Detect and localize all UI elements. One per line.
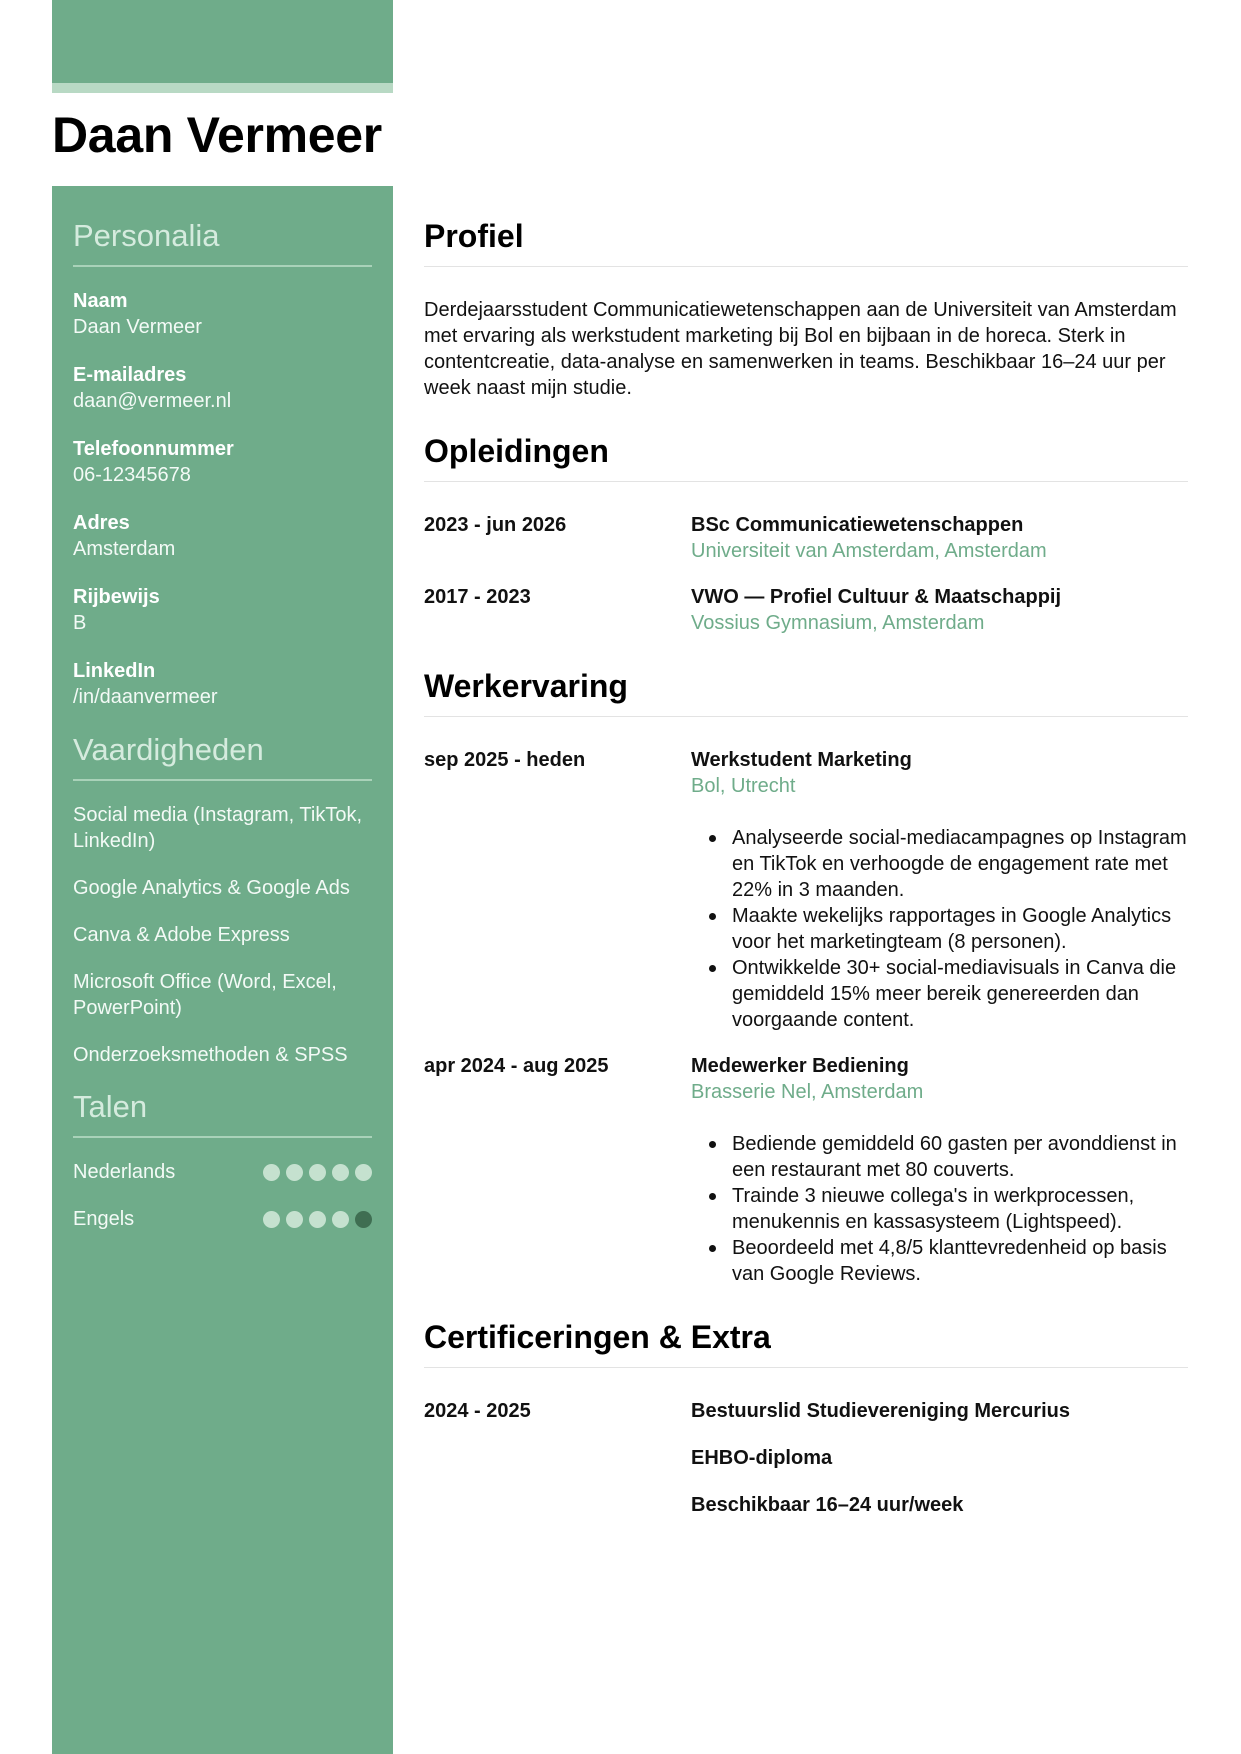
bullet-item: Analyseerde social-mediacampagnes op Instagram en TikTok en verhoogde de engagement rate met 22% in 3 maanden.: [732, 827, 1187, 901]
entry-bullets: [691, 1131, 1188, 1287]
header-accent-band: [52, 0, 393, 83]
entry-bullets: [691, 825, 1188, 1033]
contact-label: LinkedIn: [73, 660, 156, 682]
skills-heading: Vaardigheden: [73, 732, 372, 781]
entry-institution: Vossius Gymnasium, Amsterdam: [691, 612, 985, 634]
education-entry: [424, 584, 1188, 636]
bullet-item: Beoordeeld met 4,8/5 klanttevredenheid op basis van Google Reviews.: [732, 1235, 1188, 1287]
extra-heading: Certificeringen & Extra: [424, 1287, 1188, 1368]
level-dot-empty: [355, 1211, 372, 1228]
sidebar: [52, 186, 393, 1754]
extra-entry: [424, 1398, 1188, 1539]
contact-value: Daan Vermeer: [73, 316, 202, 338]
entry-title: BSc Communicatiewetenschappen: [691, 514, 1024, 536]
entry-date: 2023 - jun 2026: [424, 514, 567, 536]
extra-item: Bestuurslid Studievereniging Mercurius: [691, 1400, 1070, 1422]
contact-item-linkedin: [73, 658, 372, 710]
contact-label: Telefoonnummer: [73, 438, 234, 460]
level-dot-filled: [263, 1164, 280, 1181]
header-accent-strip: [52, 83, 393, 93]
entry-title: Werkstudent Marketing: [691, 749, 912, 771]
contact-label: Adres: [73, 512, 130, 534]
languages-heading: Talen: [73, 1089, 372, 1138]
bullet-item: Ontwikkelde 30+ social-mediavisuals in Canva die gemiddeld 15% meer bereik genereerden dan voorgaande content.: [732, 955, 1188, 1033]
profile-text: Derdejaarsstudent Communicatiewetenschappen aan de Universiteit van Amsterdam met ervaring als werkstudent marketing bij Bol en bijbaan in de horeca. Sterk in contentcreatie, data-analyse en samenwerken in teams. Beschikbaar 16–24 uur per week naast mijn studie.: [424, 299, 1177, 399]
skill-item: Canva & Adobe Express: [73, 924, 290, 946]
skill-item: Onderzoeksmethoden & SPSS: [73, 1044, 348, 1066]
contact-value: 06-12345678: [73, 464, 191, 486]
experience-section: [424, 636, 1188, 1287]
entry-title: Medewerker Bediening: [691, 1055, 909, 1077]
level-dot-filled: [286, 1211, 303, 1228]
experience-heading: Werkervaring: [424, 636, 1188, 717]
entry-employer: Brasserie Nel, Amsterdam: [691, 1081, 924, 1103]
entry-date: apr 2024 - aug 2025: [424, 1055, 609, 1077]
skill-item: Google Analytics & Google Ads: [73, 877, 350, 899]
bullet-item: Maakte wekelijks rapportages in Google Analytics voor het marketingteam (8 personen).: [732, 903, 1188, 955]
contact-label: Naam: [73, 290, 128, 312]
contact-item-naam: [73, 288, 372, 340]
skills-list: [73, 802, 372, 1068]
language-level-rating: [263, 1211, 372, 1228]
main-content: [424, 186, 1188, 1539]
language-row: [73, 1206, 372, 1232]
skill-item: Social media (Instagram, TikTok, LinkedIn): [73, 804, 362, 852]
extra-section: [424, 1287, 1188, 1539]
level-dot-filled: [263, 1211, 280, 1228]
language-row: [73, 1159, 372, 1185]
language-name: Nederlands: [73, 1160, 176, 1183]
experience-entry: [424, 1053, 1188, 1287]
extra-item: EHBO-diploma: [691, 1447, 833, 1469]
contact-item-license: [73, 584, 372, 636]
entry-institution: Universiteit van Amsterdam, Amsterdam: [691, 540, 1047, 562]
level-dot-filled: [309, 1164, 326, 1181]
languages-list: [73, 1159, 372, 1232]
contact-item-phone: [73, 436, 372, 488]
contact-value: /in/daanvermeer: [73, 686, 218, 708]
contact-label: E-mailadres: [73, 364, 187, 386]
entry-title: VWO — Profiel Cultuur & Maatschappij: [691, 586, 1062, 608]
contact-value: daan@vermeer.nl: [73, 390, 232, 412]
entry-body: [691, 584, 1188, 636]
contact-item-email: [73, 362, 372, 414]
candidate-name: Daan Vermeer: [52, 107, 382, 163]
extra-list: [691, 1398, 1188, 1539]
entry-body: [691, 747, 1188, 1033]
level-dot-filled: [286, 1164, 303, 1181]
level-dot-filled: [332, 1211, 349, 1228]
contact-item-address: [73, 510, 372, 562]
education-section: [424, 401, 1188, 636]
contact-value: B: [73, 612, 87, 634]
education-heading: Opleidingen: [424, 401, 1188, 482]
personalia-heading: Personalia: [73, 218, 372, 267]
language-level-rating: [263, 1164, 372, 1181]
language-name: Engels: [73, 1207, 135, 1230]
personalia-list: [73, 288, 372, 710]
education-entry: [424, 512, 1188, 564]
profile-section: [424, 186, 1188, 401]
contact-label: Rijbewijs: [73, 586, 160, 608]
skill-item: Microsoft Office (Word, Excel, PowerPoint): [73, 971, 337, 1019]
bullet-item: Trainde 3 nieuwe collega's in werkprocessen, menukennis en kassasysteem (Lightspeed).: [732, 1183, 1188, 1235]
entry-date: 2017 - 2023: [424, 586, 531, 608]
extra-item: Beschikbaar 16–24 uur/week: [691, 1494, 964, 1516]
entry-date: sep 2025 - heden: [424, 749, 586, 771]
profile-heading: Profiel: [424, 186, 1188, 267]
experience-entry: [424, 747, 1188, 1033]
entry-date: 2024 - 2025: [424, 1400, 531, 1422]
level-dot-filled: [355, 1164, 372, 1181]
entry-body: [691, 512, 1188, 564]
contact-value: Amsterdam: [73, 538, 176, 560]
entry-body: [691, 1053, 1188, 1287]
entry-employer: Bol, Utrecht: [691, 775, 796, 797]
level-dot-filled: [309, 1211, 326, 1228]
level-dot-filled: [332, 1164, 349, 1181]
bullet-item: Bediende gemiddeld 60 gasten per avonddienst in een restaurant met 80 couverts.: [732, 1131, 1188, 1183]
